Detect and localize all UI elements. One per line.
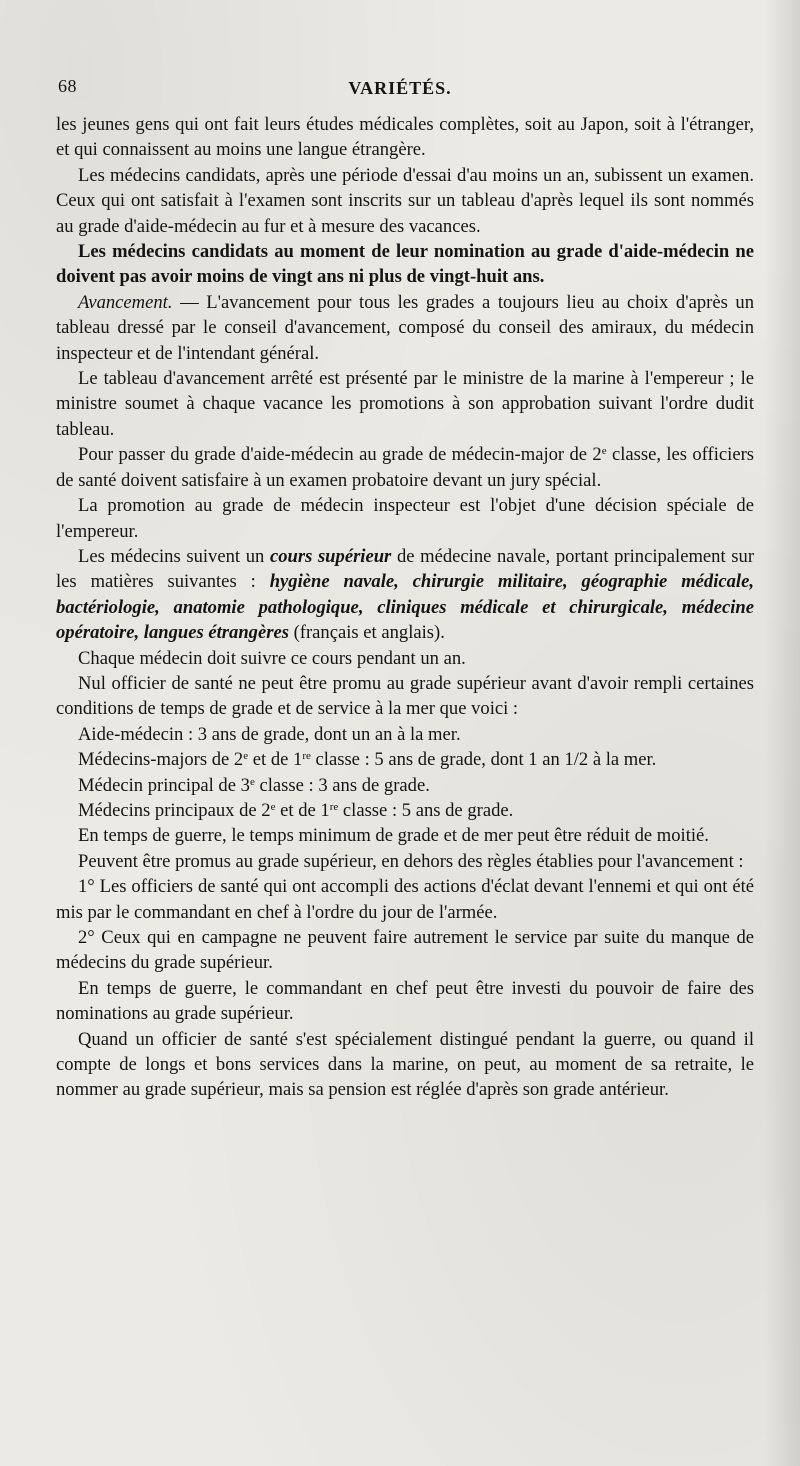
superscript: re bbox=[329, 800, 339, 813]
running-title: VARIÉTÉS. bbox=[348, 78, 452, 98]
paragraph-commander-power: En temps de guerre, le commandant en chef peut être investi du pouvoir de faire des nominations au grade supérieur. bbox=[56, 977, 754, 1025]
superscript: e bbox=[243, 750, 249, 763]
requirement-text: et de 1 bbox=[275, 799, 330, 821]
advancement-heading: Avancement. bbox=[78, 291, 173, 313]
requirement-item bbox=[78, 747, 754, 772]
promotion-exam-text-a: Pour passer du grade d'aide-médecin au grade de médecin-major de 2 bbox=[78, 444, 602, 466]
paragraph-inspector-promotion: La promotion au grade de médecin inspecteur est l'objet d'une décision spéciale de l'empereur. bbox=[56, 495, 754, 542]
superscript: re bbox=[302, 750, 311, 763]
page-body bbox=[56, 112, 754, 1103]
requirement-item bbox=[78, 798, 754, 823]
paragraph-wartime-reduction: En temps de guerre, le temps minimum de grade et de mer peut être réduit de moitié. bbox=[78, 825, 709, 847]
paragraph-conditions: Nul officier de santé ne peut être promu au grade supérieur avant d'avoir rempli certaines conditions de temps de grade et de service à la mer que voici : bbox=[56, 672, 754, 720]
superscript: e bbox=[249, 775, 255, 788]
paragraph-candidates-exam: Les médecins candidats, après une période d'essai d'au moins un an, subissent un examen. Ceux qui ont satisfait à l'examen sont inscrits sur un tableau d'après lequel ils sont nommés au grade d'aide-médecin au fur et à mesure des vacances. bbox=[56, 164, 754, 237]
paragraph-retirement: Quand un officier de santé s'est spécialement distingué pendant la guerre, ou quand il compte de longs et bons services dans la marine, on peut, au moment de sa retraite, le nommer au grade supérieur, mais sa pension est réglée d'après son grade antérieur. bbox=[56, 1028, 754, 1101]
paragraph-advancement bbox=[56, 290, 754, 366]
paragraph-advancement-table: Le tableau d'avancement arrêté est présenté par le ministre de la marine à l'empereur ; le ministre soumet à chaque vacance les promotions à son approbation suivant l'ordre dudit tableau. bbox=[56, 368, 754, 440]
requirement-item bbox=[78, 773, 754, 798]
requirement-text: et de 1 bbox=[248, 749, 303, 771]
requirement-text: classe : 3 ans de grade. bbox=[254, 774, 430, 796]
paragraph-course-duration: Chaque médecin doit suivre ce cours pendant un an. bbox=[78, 647, 466, 669]
superscript: e bbox=[601, 445, 607, 458]
requirement-text: Médecins principaux de 2 bbox=[78, 799, 271, 821]
paragraph-promotion-exam bbox=[56, 442, 754, 493]
course-text-a: Les médecins suivent un bbox=[78, 545, 270, 567]
page-gutter-shadow bbox=[764, 0, 800, 1466]
promotion-exam-text-b: classe, les officiers de santé doivent satisfaire à un examen probatoire devant un jury spécial. bbox=[56, 444, 754, 491]
requirement-text: classe : 5 ans de grade. bbox=[338, 799, 514, 821]
paragraph-exception-1: 1° Les officiers de santé qui ont accompli des actions d'éclat devant l'ennemi et qui ont été mis par le commandant en chef à l'ordre du jour de l'armée. bbox=[56, 876, 754, 923]
requirement-text: Médecin principal de 3 bbox=[78, 774, 250, 796]
course-subjects: hygiène navale, chirurgie militaire, géographie médicale, bactériologie, anatomie pathologique, cliniques médicale et chirurgicale, médecine opératoire, langues étrangères bbox=[56, 571, 754, 644]
advancement-text: — L'avancement pour tous les grades a toujours lieu au choix d'après un tableau dressé par le conseil d'avancement, composé du conseil des amiraux, du médecin inspecteur et de l'intendant général. bbox=[56, 291, 754, 364]
paragraph-exception-2: 2° Ceux qui en campagne ne peuvent faire autrement le service par suite du manque de médecins du grade supérieur. bbox=[56, 927, 754, 974]
paragraph-advanced-course bbox=[56, 544, 754, 646]
course-name: cours supérieur bbox=[269, 545, 392, 567]
requirements-list bbox=[56, 722, 754, 824]
course-text-b: de médecine navale, portant principalement sur les matières suivantes : bbox=[56, 545, 755, 593]
paragraph-age-limits: Les médecins candidats au moment de leur nomination au grade d'aide-médecin ne doivent pas avoir moins de vingt ans ni plus de vingt-huit ans. bbox=[56, 241, 754, 288]
requirement-text: Médecins-majors de 2 bbox=[78, 749, 244, 771]
course-text-c: (français et anglais). bbox=[288, 622, 445, 644]
superscript: e bbox=[270, 800, 276, 813]
requirement-text: classe : 5 ans de grade, dont 1 an 1/2 à la mer. bbox=[310, 749, 657, 771]
paragraph-exceptions: Peuvent être promus au grade supérieur, en dehors des règles établies pour l'avancement : bbox=[78, 850, 744, 872]
paragraph-continuation: les jeunes gens qui ont fait leurs études médicales complètes, soit au Japon, soit à l'étranger, et qui connaissent au moins une langue étrangère. bbox=[56, 114, 754, 161]
requirement-item: Aide-médecin : 3 ans de grade, dont un an à la mer. bbox=[78, 723, 461, 745]
page-number: 68 bbox=[58, 76, 77, 96]
